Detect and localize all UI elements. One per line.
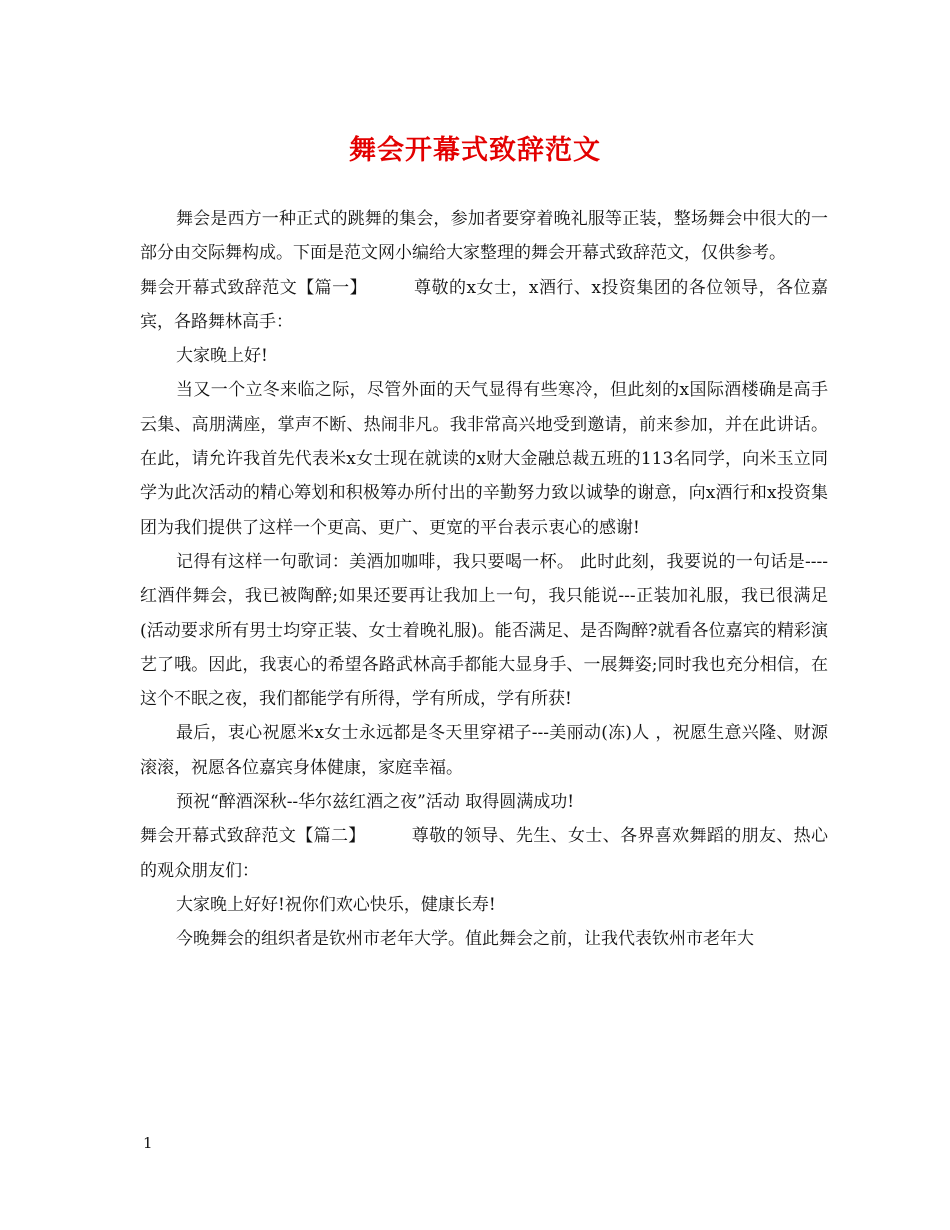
section-1-salutation: 尊敬的x女士，x酒行、x投资集团的各位领导，各位嘉宾，各路舞林高手：	[140, 277, 829, 332]
section-1-paragraph: 记得有这样一句歌词：美酒加咖啡，我只要喝一杯。 此时此刻，我要说的一句话是----红酒伴舞会，我已被陶醉;如果还要再让我加上一句，我只能说---正装加礼服，我已很满足(活动要求所有男士均穿正装、女士着晚礼服)。能否满足、是否陶醉?就看各位嘉宾的精彩演艺了哦。因此，我衷心的希望各路武林高手都能大显身手、一展舞姿;同时我也充分相信，在这个不眠之夜，我们都能学有所得，学有所成，学有所获!	[140, 551, 828, 710]
document-body	[140, 202, 828, 957]
section-2-paragraph: 大家晚上好好!祝你们欢心快乐，健康长寿!	[176, 894, 496, 915]
document-title: 舞会开幕式致辞范文	[349, 135, 601, 166]
section-2-heading: 舞会开幕式致辞范文【篇二】	[140, 826, 366, 847]
section-1-heading-line	[140, 271, 828, 340]
section-1-heading: 舞会开幕式致辞范文【篇一】	[140, 277, 368, 298]
section-1-paragraph: 最后，衷心祝愿米x女士永远都是冬天里穿裙子---美丽动(冻)人 ，祝愿生意兴隆、财源滚滚，祝愿各位嘉宾身体健康，家庭幸福。	[140, 723, 828, 778]
section-1-paragraph: 大家晚上好!	[176, 346, 268, 367]
section-1-paragraph: 预祝“醉酒深秋--华尔兹红酒之夜”活动 取得圆满成功!	[176, 792, 575, 813]
page-number: 1	[143, 1134, 153, 1152]
section-2-paragraph: 今晚舞会的组织者是钦州市老年大学。值此舞会之前，让我代表钦州市老年大	[176, 929, 754, 950]
section-1-paragraph: 当又一个立冬来临之际，尽管外面的天气显得有些寒冷，但此刻的x国际酒楼确是高手云集、高朋满座，掌声不断、热闹非凡。我非常高兴地受到邀请，前来参加，并在此讲话。在此，请允许我首先代表米x女士现在就读的x财大金融总裁五班的113名同学，向米玉立同学为此次活动的精心筹划和积极筹办所付出的辛勤努力致以诚挚的谢意，向x酒行和x投资集团为我们提供了这样一个更高、更广、更宽的平台表示衷心的感谢!	[140, 380, 828, 538]
intro-paragraph: 舞会是西方一种正式的跳舞的集会，参加者要穿着晚礼服等正装，整场舞会中很大的一部分由交际舞构成。下面是范文网小编给大家整理的舞会开幕式致辞范文，仅供参考。	[140, 209, 828, 264]
section-2-heading-line	[140, 819, 828, 888]
section-2-salutation: 尊敬的领导、先生、女士、各界喜欢舞蹈的朋友、热心的观众朋友们：	[140, 826, 829, 881]
